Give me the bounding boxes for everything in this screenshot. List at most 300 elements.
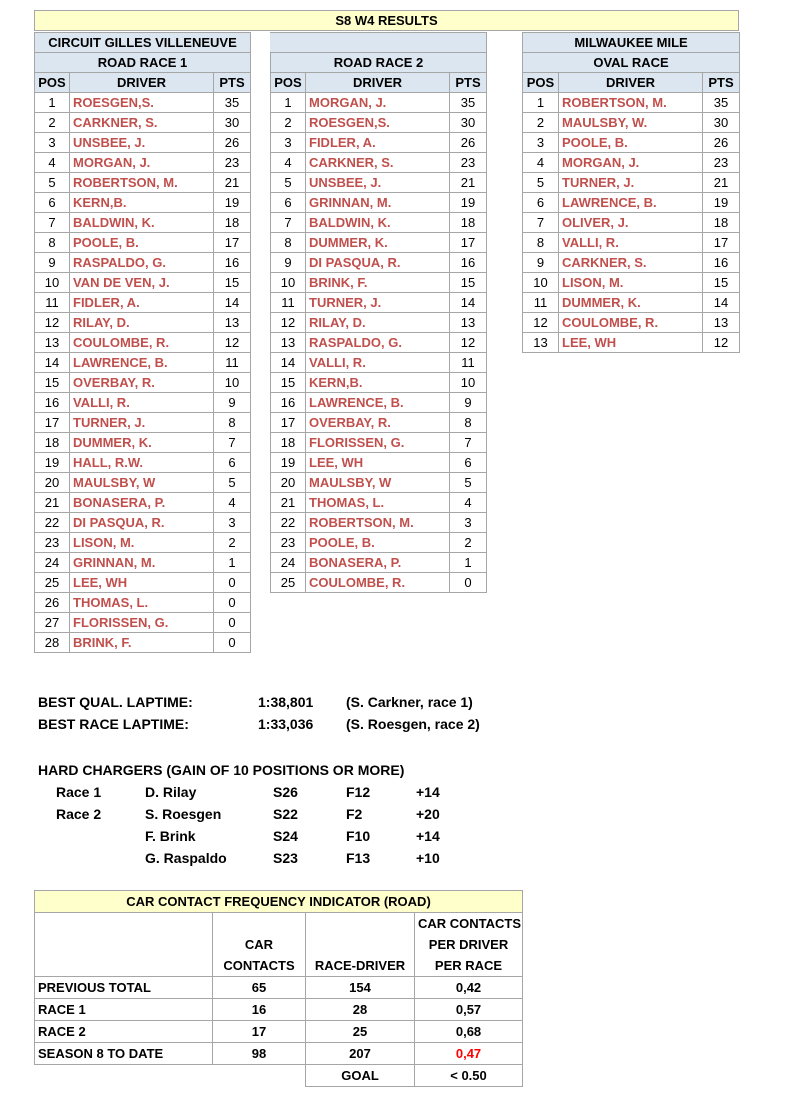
points-cell: 23 <box>214 153 251 173</box>
driver-cell: MORGAN, J. <box>559 153 703 173</box>
driver-cell: BONASERA, P. <box>306 553 450 573</box>
result-row <box>35 313 251 333</box>
points-cell: 17 <box>214 233 251 253</box>
points-cell: 12 <box>214 333 251 353</box>
position-cell: 18 <box>271 433 306 453</box>
contact-row-label: PREVIOUS TOTAL <box>35 977 213 999</box>
result-row <box>271 313 487 333</box>
charger-gain: +10 <box>416 850 440 866</box>
position-cell: 3 <box>35 133 70 153</box>
result-row <box>35 293 251 313</box>
position-cell: 10 <box>35 273 70 293</box>
points-cell: 14 <box>703 293 740 313</box>
driver-cell: BALDWIN, K. <box>306 213 450 233</box>
result-row <box>35 393 251 413</box>
result-row <box>271 393 487 413</box>
position-cell: 4 <box>271 153 306 173</box>
result-row <box>271 253 487 273</box>
points-cell: 4 <box>214 493 251 513</box>
race-name: ROAD RACE 1 <box>35 53 251 73</box>
position-cell: 9 <box>271 253 306 273</box>
pos-header: POS <box>271 73 306 93</box>
result-row <box>523 153 740 173</box>
race-driver-header: RACE-DRIVER <box>306 955 415 977</box>
race-name: ROAD RACE 2 <box>271 53 487 73</box>
points-cell: 0 <box>214 633 251 653</box>
points-cell: 12 <box>703 333 740 353</box>
position-cell: 26 <box>35 593 70 613</box>
race-name: OVAL RACE <box>523 53 740 73</box>
driver-cell: RILAY, D. <box>70 313 214 333</box>
contact-row-label: RACE 1 <box>35 999 213 1021</box>
driver-cell: TURNER, J. <box>70 413 214 433</box>
driver-cell: LEE, WH <box>70 573 214 593</box>
driver-cell: COULOMBE, R. <box>559 313 703 333</box>
cpd-header-line-2: PER DRIVER <box>415 934 523 955</box>
points-cell: 7 <box>450 433 487 453</box>
position-cell: 25 <box>271 573 306 593</box>
results-title-table <box>34 10 739 31</box>
points-cell: 16 <box>703 253 740 273</box>
circuit-name: CIRCUIT GILLES VILLENEUVE <box>35 33 251 53</box>
road-race-1-table <box>34 32 251 653</box>
position-cell: 15 <box>271 373 306 393</box>
race-driver-count: 25 <box>306 1021 415 1043</box>
driver-cell: VALLI, R. <box>306 353 450 373</box>
result-row <box>271 553 487 573</box>
result-row <box>271 213 487 233</box>
position-cell: 9 <box>523 253 559 273</box>
position-cell: 14 <box>271 353 306 373</box>
result-row <box>523 313 740 333</box>
circuit-name: MILWAUKEE MILE <box>523 33 740 53</box>
contact-row <box>35 977 523 999</box>
result-row <box>35 513 251 533</box>
pts-header: PTS <box>214 73 251 93</box>
result-row <box>523 273 740 293</box>
points-cell: 8 <box>450 413 487 433</box>
position-cell: 11 <box>523 293 559 313</box>
charger-race: Race 2 <box>56 806 102 822</box>
position-cell: 3 <box>523 133 559 153</box>
position-cell: 20 <box>35 473 70 493</box>
driver-cell: DUMMER, K. <box>559 293 703 313</box>
contact-row <box>35 999 523 1021</box>
points-cell: 3 <box>214 513 251 533</box>
driver-cell: OVERBAY, R. <box>70 373 214 393</box>
points-cell: 17 <box>450 233 487 253</box>
contact-ratio: 0,47 <box>415 1043 523 1065</box>
driver-cell: DUMMER, K. <box>306 233 450 253</box>
points-cell: 21 <box>214 173 251 193</box>
position-cell: 19 <box>35 453 70 473</box>
position-cell: 15 <box>35 373 70 393</box>
driver-header: DRIVER <box>306 73 450 93</box>
charger-start: S24 <box>273 828 298 844</box>
result-row <box>35 253 251 273</box>
driver-cell: LAWRENCE, B. <box>306 393 450 413</box>
position-cell: 18 <box>35 433 70 453</box>
best-race-time: 1:33,036 <box>258 716 314 732</box>
points-cell: 4 <box>450 493 487 513</box>
driver-cell: ROBERTSON, M. <box>70 173 214 193</box>
charger-start: S23 <box>273 850 298 866</box>
points-cell: 35 <box>703 93 740 113</box>
driver-cell: OLIVER, J. <box>559 213 703 233</box>
result-row <box>271 293 487 313</box>
charger-driver: S. Roesgen <box>145 806 222 822</box>
result-row <box>35 93 251 113</box>
driver-cell: DUMMER, K. <box>70 433 214 453</box>
points-cell: 18 <box>450 213 487 233</box>
position-cell: 24 <box>271 553 306 573</box>
position-cell: 10 <box>271 273 306 293</box>
driver-cell: KERN,B. <box>70 193 214 213</box>
points-cell: 6 <box>214 453 251 473</box>
driver-cell: RASPALDO, G. <box>306 333 450 353</box>
points-cell: 35 <box>450 93 487 113</box>
driver-cell: LEE, WH <box>559 333 703 353</box>
points-cell: 5 <box>214 473 251 493</box>
position-cell: 8 <box>271 233 306 253</box>
points-cell: 26 <box>450 133 487 153</box>
result-row <box>35 333 251 353</box>
result-row <box>271 413 487 433</box>
driver-cell: CARKNER, S. <box>306 153 450 173</box>
driver-cell: ROBERTSON, M. <box>559 93 703 113</box>
charger-start: S26 <box>273 784 298 800</box>
driver-cell: ROBERTSON, M. <box>306 513 450 533</box>
blank-cell <box>213 1065 306 1087</box>
position-cell: 14 <box>35 353 70 373</box>
driver-cell: CARKNER, S. <box>70 113 214 133</box>
position-cell: 8 <box>523 233 559 253</box>
result-row <box>35 453 251 473</box>
race-driver-count: 154 <box>306 977 415 999</box>
position-cell: 6 <box>523 193 559 213</box>
points-cell: 21 <box>703 173 740 193</box>
points-cell: 15 <box>703 273 740 293</box>
points-cell: 18 <box>214 213 251 233</box>
result-row <box>523 193 740 213</box>
points-cell: 9 <box>450 393 487 413</box>
driver-cell: BONASERA, P. <box>70 493 214 513</box>
driver-cell: MORGAN, J. <box>306 93 450 113</box>
contact-count: 16 <box>213 999 306 1021</box>
charger-start: S22 <box>273 806 298 822</box>
points-cell: 16 <box>450 253 487 273</box>
result-row <box>35 593 251 613</box>
driver-cell: THOMAS, L. <box>70 593 214 613</box>
points-cell: 19 <box>703 193 740 213</box>
position-cell: 13 <box>523 333 559 353</box>
blank-cell <box>306 913 415 935</box>
hard-chargers-title: HARD CHARGERS (GAIN OF 10 POSITIONS OR MORE) <box>38 762 405 778</box>
position-cell: 11 <box>35 293 70 313</box>
blank-cell <box>213 913 306 935</box>
result-row <box>523 253 740 273</box>
position-cell: 5 <box>35 173 70 193</box>
result-row <box>35 153 251 173</box>
result-row <box>35 613 251 633</box>
points-cell: 30 <box>450 113 487 133</box>
points-cell: 23 <box>450 153 487 173</box>
driver-header: DRIVER <box>70 73 214 93</box>
result-row <box>35 173 251 193</box>
circuit-name-continued <box>271 33 487 53</box>
points-cell: 2 <box>214 533 251 553</box>
contact-ratio: 0,68 <box>415 1021 523 1043</box>
position-cell: 19 <box>271 453 306 473</box>
points-cell: 13 <box>450 313 487 333</box>
result-row <box>35 373 251 393</box>
points-cell: 11 <box>450 353 487 373</box>
points-cell: 17 <box>703 233 740 253</box>
contact-ratio: 0,57 <box>415 999 523 1021</box>
result-row <box>523 293 740 313</box>
points-cell: 19 <box>214 193 251 213</box>
driver-cell: MAULSBY, W <box>306 473 450 493</box>
result-row <box>271 133 487 153</box>
position-cell: 22 <box>271 513 306 533</box>
result-row <box>523 173 740 193</box>
driver-cell: POOLE, B. <box>559 133 703 153</box>
position-cell: 1 <box>523 93 559 113</box>
blank-cell <box>35 1065 213 1087</box>
points-cell: 3 <box>450 513 487 533</box>
empty-header-cell <box>35 913 213 977</box>
driver-cell: POOLE, B. <box>70 233 214 253</box>
position-cell: 7 <box>523 213 559 233</box>
driver-cell: UNSBEE, J. <box>70 133 214 153</box>
car-header-line-2: CONTACTS <box>213 955 306 977</box>
driver-cell: FIDLER, A. <box>70 293 214 313</box>
driver-cell: VALLI, R. <box>559 233 703 253</box>
points-cell: 18 <box>703 213 740 233</box>
charger-driver: D. Rilay <box>145 784 197 800</box>
position-cell: 25 <box>35 573 70 593</box>
result-row <box>35 533 251 553</box>
driver-cell: CARKNER, S. <box>559 253 703 273</box>
position-cell: 4 <box>35 153 70 173</box>
points-cell: 0 <box>214 593 251 613</box>
driver-cell: BRINK, F. <box>306 273 450 293</box>
driver-cell: RILAY, D. <box>306 313 450 333</box>
points-cell: 15 <box>214 273 251 293</box>
driver-cell: ROESGEN,S. <box>306 113 450 133</box>
blank-cell <box>306 934 415 955</box>
points-cell: 1 <box>450 553 487 573</box>
car-contact-title: CAR CONTACT FREQUENCY INDICATOR (ROAD) <box>35 891 523 913</box>
points-cell: 35 <box>214 93 251 113</box>
driver-cell: BALDWIN, K. <box>70 213 214 233</box>
result-row <box>523 93 740 113</box>
result-row <box>271 173 487 193</box>
points-cell: 12 <box>450 333 487 353</box>
points-cell: 7 <box>214 433 251 453</box>
points-cell: 6 <box>450 453 487 473</box>
driver-cell: KERN,B. <box>306 373 450 393</box>
contact-row <box>35 1021 523 1043</box>
position-cell: 11 <box>271 293 306 313</box>
position-cell: 8 <box>35 233 70 253</box>
position-cell: 22 <box>35 513 70 533</box>
driver-cell: TURNER, J. <box>559 173 703 193</box>
pos-header: POS <box>523 73 559 93</box>
result-row <box>35 273 251 293</box>
position-cell: 28 <box>35 633 70 653</box>
result-row <box>35 633 251 653</box>
charger-race: Race 1 <box>56 784 102 800</box>
position-cell: 7 <box>271 213 306 233</box>
position-cell: 12 <box>35 313 70 333</box>
points-cell: 9 <box>214 393 251 413</box>
result-row <box>271 93 487 113</box>
result-row <box>271 333 487 353</box>
driver-cell: LISON, M. <box>559 273 703 293</box>
driver-cell: OVERBAY, R. <box>306 413 450 433</box>
charger-finish: F10 <box>346 828 371 844</box>
driver-cell: LAWRENCE, B. <box>559 193 703 213</box>
driver-header: DRIVER <box>559 73 703 93</box>
points-cell: 0 <box>450 573 487 593</box>
position-cell: 6 <box>35 193 70 213</box>
driver-cell: VALLI, R. <box>70 393 214 413</box>
result-row <box>271 493 487 513</box>
charger-gain: +14 <box>416 828 440 844</box>
result-row <box>271 433 487 453</box>
cpd-header-line-1: CAR CONTACTS <box>415 913 523 935</box>
result-row <box>271 373 487 393</box>
result-row <box>35 473 251 493</box>
position-cell: 24 <box>35 553 70 573</box>
result-row <box>523 133 740 153</box>
race-driver-count: 28 <box>306 999 415 1021</box>
position-cell: 1 <box>35 93 70 113</box>
position-cell: 2 <box>523 113 559 133</box>
driver-cell: DI PASQUA, R. <box>306 253 450 273</box>
points-cell: 26 <box>703 133 740 153</box>
position-cell: 21 <box>35 493 70 513</box>
result-row <box>35 133 251 153</box>
position-cell: 16 <box>271 393 306 413</box>
points-cell: 2 <box>450 533 487 553</box>
position-cell: 9 <box>35 253 70 273</box>
result-row <box>523 113 740 133</box>
result-row <box>271 193 487 213</box>
goal-label: GOAL <box>306 1065 415 1087</box>
best-qual-time: 1:38,801 <box>258 694 314 710</box>
car-header-line-1: CAR <box>213 934 306 955</box>
position-cell: 4 <box>523 153 559 173</box>
best-race-note: (S. Roesgen, race 2) <box>346 716 480 732</box>
charger-finish: F2 <box>346 806 363 822</box>
driver-cell: MAULSBY, W. <box>559 113 703 133</box>
position-cell: 5 <box>271 173 306 193</box>
cpd-header-line-3: PER RACE <box>415 955 523 977</box>
position-cell: 23 <box>271 533 306 553</box>
pos-header: POS <box>35 73 70 93</box>
goal-value: < 0.50 <box>415 1065 523 1087</box>
car-contact-table <box>34 890 523 1087</box>
best-qual-label: BEST QUAL. LAPTIME: <box>38 694 193 710</box>
best-race-label: BEST RACE LAPTIME: <box>38 716 189 732</box>
driver-cell: THOMAS, L. <box>306 493 450 513</box>
driver-cell: FIDLER, A. <box>306 133 450 153</box>
result-row <box>35 553 251 573</box>
position-cell: 5 <box>523 173 559 193</box>
pts-header: PTS <box>703 73 740 93</box>
driver-cell: MAULSBY, W <box>70 473 214 493</box>
result-row <box>35 353 251 373</box>
driver-cell: MORGAN, J. <box>70 153 214 173</box>
position-cell: 23 <box>35 533 70 553</box>
driver-cell: LAWRENCE, B. <box>70 353 214 373</box>
best-qual-note: (S. Carkner, race 1) <box>346 694 473 710</box>
contact-ratio: 0,42 <box>415 977 523 999</box>
result-row <box>271 153 487 173</box>
driver-cell: DI PASQUA, R. <box>70 513 214 533</box>
driver-cell: FLORISSEN, G. <box>306 433 450 453</box>
page-title: S8 W4 RESULTS <box>35 11 739 31</box>
driver-cell: GRINNAN, M. <box>306 193 450 213</box>
road-race-2-table <box>270 32 487 593</box>
result-row <box>35 113 251 133</box>
driver-cell: VAN DE VEN, J. <box>70 273 214 293</box>
result-row <box>271 353 487 373</box>
position-cell: 21 <box>271 493 306 513</box>
driver-cell: ROESGEN,S. <box>70 93 214 113</box>
oval-race-table <box>522 32 740 353</box>
position-cell: 12 <box>523 313 559 333</box>
result-row <box>35 433 251 453</box>
result-row <box>271 513 487 533</box>
position-cell: 20 <box>271 473 306 493</box>
points-cell: 1 <box>214 553 251 573</box>
position-cell: 1 <box>271 93 306 113</box>
points-cell: 11 <box>214 353 251 373</box>
position-cell: 10 <box>523 273 559 293</box>
position-cell: 3 <box>271 133 306 153</box>
result-row <box>271 473 487 493</box>
position-cell: 27 <box>35 613 70 633</box>
position-cell: 12 <box>271 313 306 333</box>
result-row <box>271 573 487 593</box>
points-cell: 23 <box>703 153 740 173</box>
result-row <box>35 413 251 433</box>
points-cell: 13 <box>703 313 740 333</box>
points-cell: 0 <box>214 573 251 593</box>
position-cell: 2 <box>271 113 306 133</box>
position-cell: 6 <box>271 193 306 213</box>
points-cell: 8 <box>214 413 251 433</box>
points-cell: 16 <box>214 253 251 273</box>
points-cell: 30 <box>214 113 251 133</box>
driver-cell: TURNER, J. <box>306 293 450 313</box>
driver-cell: COULOMBE, R. <box>70 333 214 353</box>
driver-cell: LISON, M. <box>70 533 214 553</box>
driver-cell: COULOMBE, R. <box>306 573 450 593</box>
points-cell: 14 <box>450 293 487 313</box>
position-cell: 17 <box>271 413 306 433</box>
position-cell: 13 <box>35 333 70 353</box>
points-cell: 13 <box>214 313 251 333</box>
contact-count: 98 <box>213 1043 306 1065</box>
driver-cell: POOLE, B. <box>306 533 450 553</box>
position-cell: 13 <box>271 333 306 353</box>
position-cell: 2 <box>35 113 70 133</box>
driver-cell: RASPALDO, G. <box>70 253 214 273</box>
